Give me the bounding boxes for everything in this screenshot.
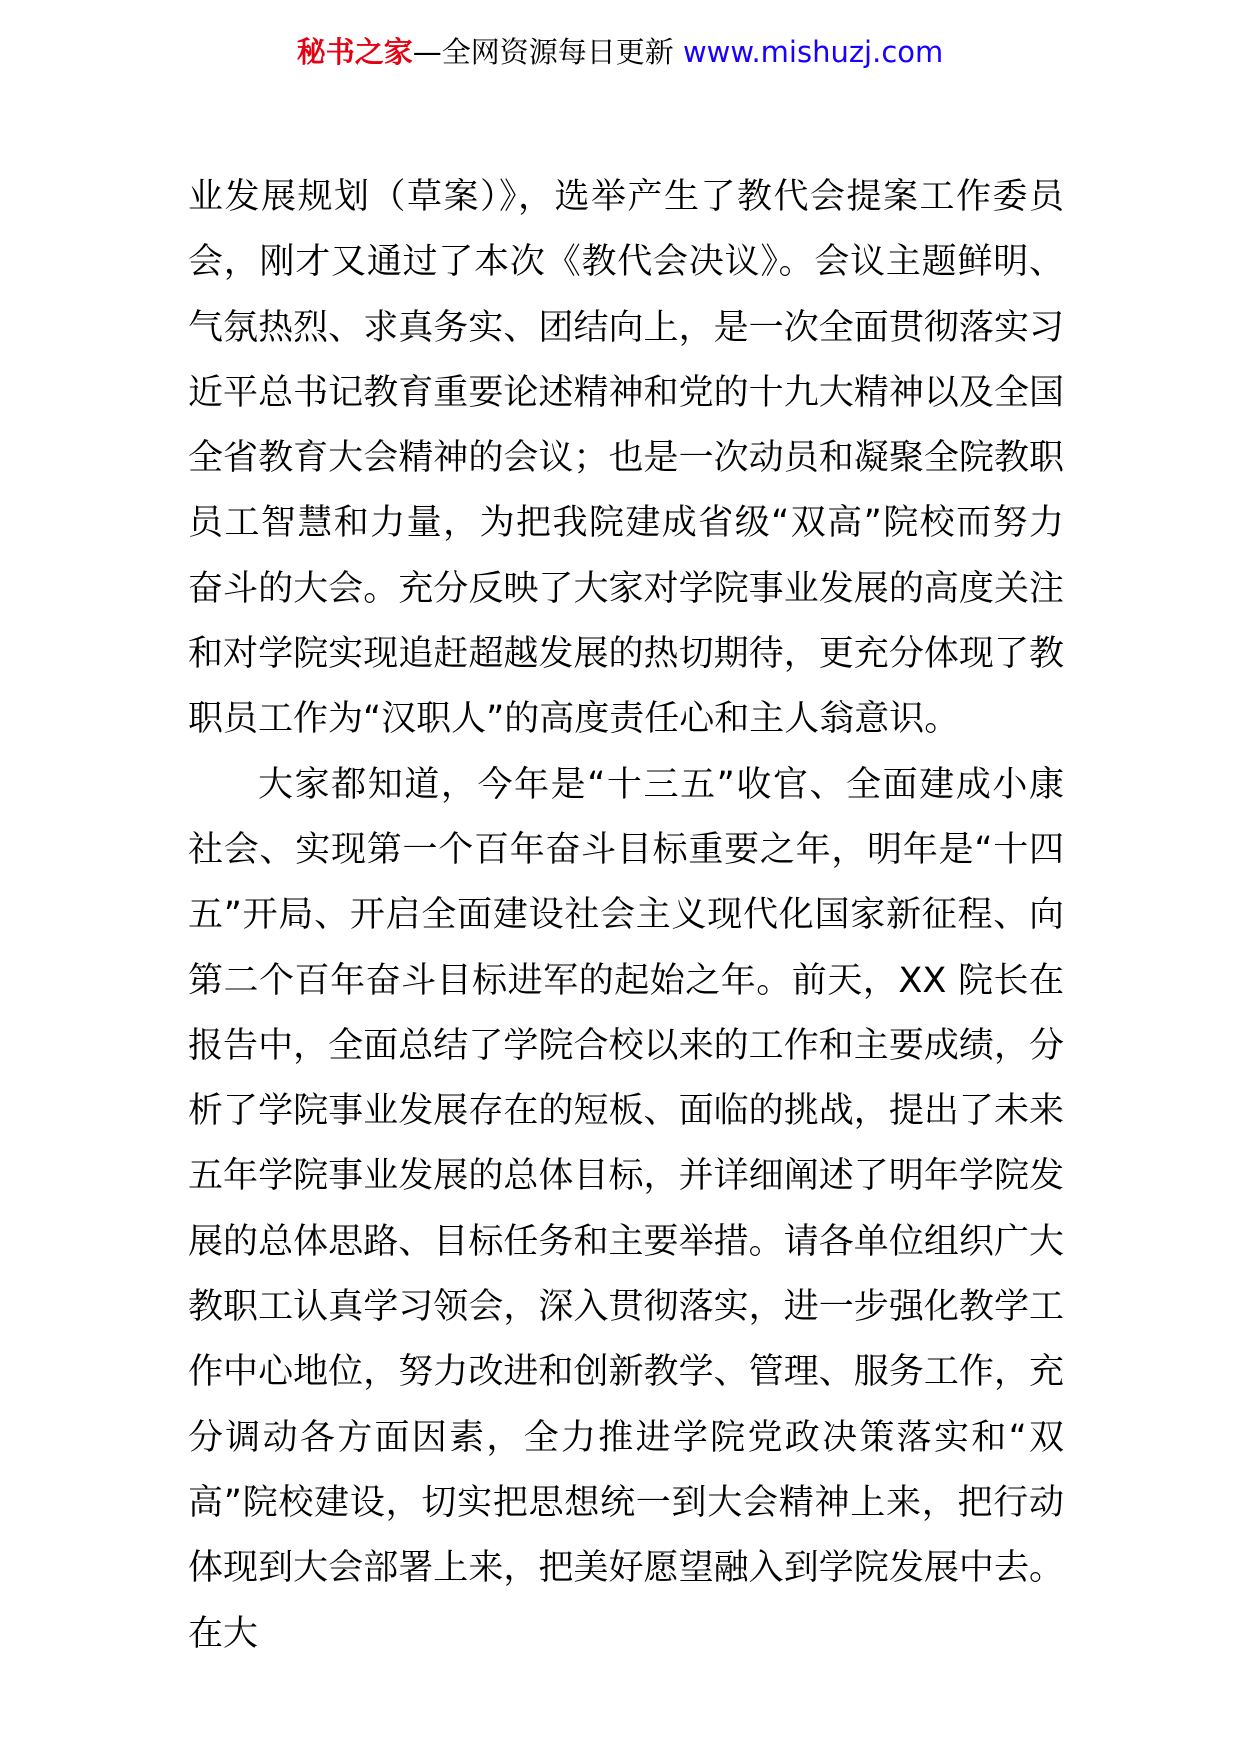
paragraph: 大家都知道，今年是“十三五”收官、全面建成小康社会、实现第一个百年奋斗目标重要之年，明年是“十四五”开局、开启全面建设社会主义现代化国家新征程、向第二个百年奋斗目标进军的起始之年。前天，XX 院长在报告中，全面总结了学院合校以来的工作和主要成绩，分析了学院事业发展存在的短板、面临的挑战，提出了未来五年学院事业发展的总体目标，并详细阐述了明年学院发展的总体思路、目标任务和主要举措。请各单位组织广大教职工认真学习领会，深入贯彻落实，进一步强化教学工作中心地位，努力改进和创新教学、管理、服务工作，充分调动各方面因素，全力推进学院党政决策落实和“双高”院校建设，切实把思想统一到大会精神上来，把行动体现到大会部署上来，把美好愿望融入到学院发展中去。在大 [188,764,1064,1654]
site-tagline: —全网资源每日更新 [412,35,683,69]
page-header [0,30,1240,74]
paragraph-continued: 业发展规划（草案）》，选举产生了教代会提案工作委员会，刚才又通过了本次《教代会决议》。会议主题鲜明、气氛热烈、求真务实、团结向上，是一次全面贯彻落实习近平总书记教育重要论述精神和党的十九大精神以及全国全省教育大会精神的会议；也是一次动员和凝聚全院教职员工智慧和力量，为把我院建成省级“双高”院校而努力奋斗的大会。充分反映了大家对学院事业发展的高度关注和对学院实现追赶超越发展的热切期待，更充分体现了教职员工作为“汉职人”的高度责任心和主人翁意识。 [188,177,1064,740]
site-name: 秘书之家 [296,35,413,69]
document-body [188,165,1064,1667]
site-url-link[interactable]: www.mishuzj.com [682,35,944,69]
